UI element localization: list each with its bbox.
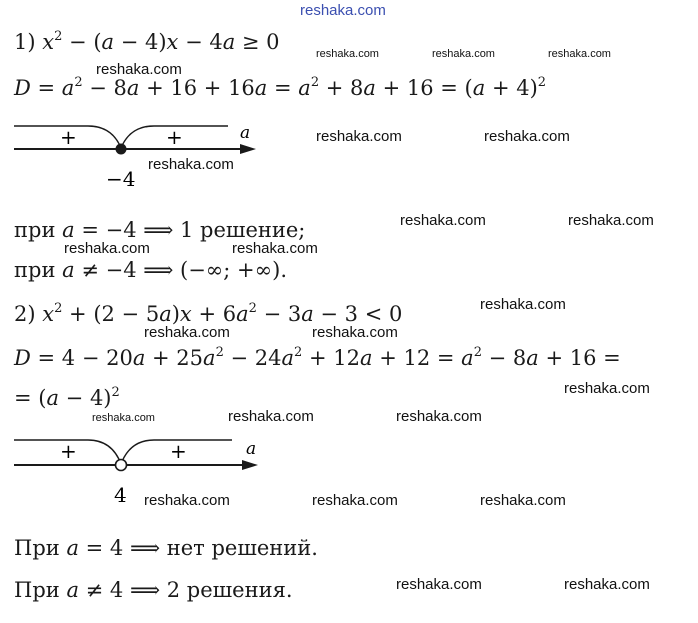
watermark: reshaka.com: [144, 492, 230, 509]
watermark: reshaka.com: [400, 212, 486, 229]
part2-result-2: При a ≠ 4 ⟹ 2 решения.: [14, 578, 293, 602]
watermark: reshaka.com: [396, 408, 482, 425]
watermark-top: reshaka.com: [300, 2, 386, 19]
watermark: reshaka.com: [396, 576, 482, 593]
watermark: reshaka.com: [480, 492, 566, 509]
part2-open-point: [116, 460, 127, 471]
part1-right-sign: +: [166, 125, 183, 149]
part2-inequality: 2) $x^2 + (2 - 5a)x + 6a^2 - 3a - 3 < 0$: [14, 301, 403, 326]
watermark: reshaka.com: [568, 212, 654, 229]
part1-result-1: при a = −4 ⟹ 1 решение;: [14, 218, 306, 242]
watermark: reshaka.com: [228, 408, 314, 425]
part2-point-label: 4: [114, 483, 127, 507]
watermark: reshaka.com: [316, 48, 379, 60]
part1-left-sign: +: [60, 125, 77, 149]
part1-sign-axis: [0, 112, 300, 192]
part1-discriminant: $D = a^2 - 8a + 16 + 16a = a^2 + 8a + 16 = (a + 4)^2$: [14, 75, 547, 100]
watermark: reshaka.com: [316, 128, 402, 145]
watermark: reshaka.com: [564, 576, 650, 593]
part2-result-1: При a = 4 ⟹ нет решений.: [14, 536, 318, 560]
part1-point-label: −4: [106, 167, 136, 191]
watermark: reshaka.com: [64, 240, 150, 257]
watermark: reshaka.com: [548, 48, 611, 60]
part1-inequality: 1) $x^2 - (a - 4)x - 4a \ge 0$: [14, 29, 280, 54]
part2-discriminant: $D = 4 - 20a + 25a^2 - 24a^2 + 12a + 12 = a^2 - 8a + 16$ =: [14, 345, 621, 370]
watermark: reshaka.com: [92, 412, 155, 424]
watermark: reshaka.com: [432, 48, 495, 60]
part2-sign-axis: [0, 428, 300, 508]
watermark: reshaka.com: [232, 240, 318, 257]
part1-result-2: при a ≠ −4 ⟹ (−∞; +∞).: [14, 258, 288, 282]
watermark: reshaka.com: [564, 380, 650, 397]
watermark: reshaka.com: [484, 128, 570, 145]
part2-axis-variable: a: [246, 439, 257, 459]
watermark: reshaka.com: [480, 296, 566, 313]
watermark: reshaka.com: [312, 492, 398, 509]
watermark: reshaka.com: [148, 156, 234, 173]
part2-discriminant-cont: = $(a - 4)^2$: [14, 385, 120, 410]
watermark: reshaka.com: [144, 324, 230, 341]
part2-left-sign: +: [60, 439, 77, 463]
part1-filled-point: [116, 144, 127, 155]
watermark: reshaka.com: [96, 61, 182, 78]
part1-axis-variable: a: [240, 123, 251, 143]
part2-right-sign: +: [170, 439, 187, 463]
watermark: reshaka.com: [312, 324, 398, 341]
